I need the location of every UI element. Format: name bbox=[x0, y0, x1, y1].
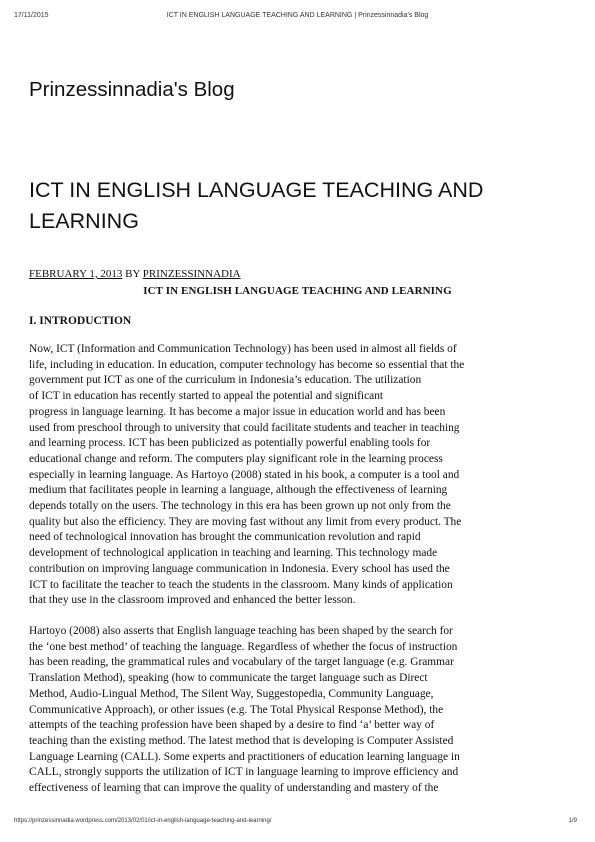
print-date: 17/11/2015 bbox=[14, 12, 49, 19]
post-title: ICT IN ENGLISH LANGUAGE TEACHING AND LEARNING bbox=[29, 178, 484, 233]
text-line: Method, Audio-Lingual Method, The Silent Way, Suggestopedia, Community Language, bbox=[29, 687, 434, 700]
content-heading: ICT IN ENGLISH LANGUAGE TEACHING AND LEARNING bbox=[143, 285, 452, 297]
paragraph bbox=[29, 624, 567, 797]
site-title[interactable]: Prinzessinnadia's Blog bbox=[29, 78, 235, 101]
text-line: teaching than the existing method. The latest method that is developing is Computer Assisted bbox=[29, 734, 454, 747]
text-line: depends totally on the users. The technology in this era has been grown up not only from the bbox=[29, 500, 451, 513]
paragraph bbox=[29, 342, 567, 609]
text-line: has been reading, the grammatical rules and vocabulary of the target language (e.g. Grammar bbox=[29, 656, 454, 669]
text-line: medium that facilitates people in learning a language, although the effectiveness of learning bbox=[29, 484, 448, 497]
print-url: https://prinzessinnadia.wordpress.com/2013/02/01/ict-in-english-language-teaching-and-learning/ bbox=[14, 818, 272, 824]
text-line: Now, ICT (Information and Communication Technology) has been used in almost all fields of bbox=[29, 343, 457, 355]
section-heading: I. INTRODUCTION bbox=[29, 315, 132, 327]
text-line: of ICT in education has recently started to appeal the potential and significant bbox=[29, 390, 384, 403]
text-line: especially in learning language. As Hartoyo (2008) stated in his book, a computer is a tool and bbox=[29, 468, 460, 481]
text-line: progress in language learning. It has become a major issue in education world and has been bbox=[29, 405, 446, 418]
page-number: 1/9 bbox=[568, 818, 577, 824]
text-line: contribution on improving language communication in Indonesia. Every school has used the bbox=[29, 562, 450, 575]
text-line: Communicative Approach), or other issues (e.g. The Total Physical Response Method), the bbox=[29, 703, 444, 716]
text-line: ICT to facilitate the teacher to teach the students in the classroom. Many kinds of application bbox=[29, 578, 453, 591]
text-line: CALL, strongly supports the utilization of ICT in language learning to improve efficiency and bbox=[29, 766, 459, 779]
text-line: need of technological innovation has brought the communication revolution and rapid bbox=[29, 531, 421, 544]
text-line: life, including in education. In education, computer technology has become so essential that the bbox=[29, 358, 465, 371]
text-line: educational change and reform. The computers play significant role in the learning process bbox=[29, 452, 443, 465]
text-line: Language Learning (CALL). Some experts and practitioners of education learning language in bbox=[29, 750, 460, 763]
text-line: government put ICT as one of the curriculum in Indonesia’s education. The utilization bbox=[29, 374, 422, 387]
text-line: Hartoyo (2008) also asserts that English language teaching has been shaped by the search for bbox=[29, 625, 453, 637]
post-date-link[interactable]: FEBRUARY 1, 2013 bbox=[29, 268, 123, 280]
text-line: used from preschool through to university that could facilitate students and teacher in teaching bbox=[29, 421, 460, 434]
text-line: development of technological application in teaching and learning. This technology made bbox=[29, 547, 438, 560]
print-footer bbox=[14, 818, 581, 830]
author-link[interactable]: PRINZESSINNADIA bbox=[142, 268, 241, 280]
print-page-title: ICT IN ENGLISH LANGUAGE TEACHING AND LEARNING | Prinzessinnadia's Blog bbox=[166, 12, 429, 19]
text-line: that they use in the classroom improved and enhanced the better lesson. bbox=[29, 594, 356, 607]
text-line: effectiveness of learning that can improve the quality of understanding and mastery of the bbox=[29, 782, 439, 795]
text-line: and learning process. ICT has been publicized as potentially powerful enabling tools for bbox=[29, 437, 431, 450]
text-line: Translation Method), speaking (how to communicate the target language such as Direct bbox=[29, 672, 428, 685]
post-meta bbox=[29, 268, 241, 280]
text-line: the ‘one best method’ of teaching the language. Regardless of whether the focus of instruction bbox=[29, 640, 458, 653]
text-line: attempts of the teaching profession have been shaped by a desire to find ‘a’ better way of bbox=[29, 719, 435, 732]
byline-label: BY bbox=[125, 268, 141, 280]
print-header bbox=[14, 12, 581, 24]
text-line: quality but also the efficiency. They are moving fast without any limit from every product. The bbox=[29, 515, 462, 528]
